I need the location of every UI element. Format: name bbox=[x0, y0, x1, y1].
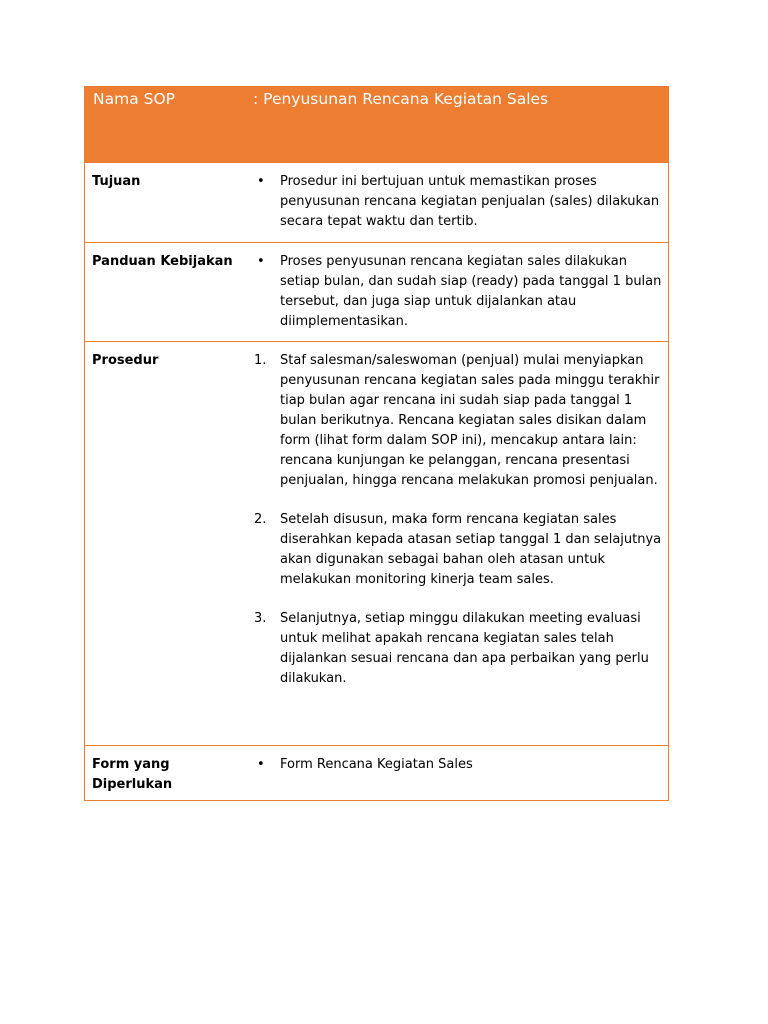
step-text: Setelah disusun, maka form rencana kegiatan sales diserahkan kepada atasan setiap tanggal 1 dan selajutnya akan digunakan sebagai bahan oleh atasan untuk melakukan monitoring kinerja team sales. bbox=[280, 512, 662, 587]
sop-table bbox=[84, 86, 669, 801]
tujuan-row bbox=[85, 162, 668, 242]
tujuan-text: Prosedur ini bertujuan untuk memastikan proses penyusunan rencana kegiatan penjualan (sales) dilakukan secara tepat waktu dan tertib. bbox=[280, 174, 660, 229]
procedure-step bbox=[253, 351, 662, 491]
prosedur-row bbox=[85, 341, 668, 745]
form-text: Form Rencana Kegiatan Sales bbox=[280, 757, 473, 772]
form-content bbox=[251, 746, 668, 800]
form-row bbox=[85, 745, 668, 800]
step-number: 1. bbox=[254, 353, 267, 368]
panduan-content bbox=[251, 243, 668, 341]
bullet-marker: • bbox=[257, 174, 265, 189]
list-item bbox=[253, 172, 662, 232]
prosedur-content bbox=[251, 342, 668, 745]
step-text: Staf salesman/saleswoman (penjual) mulai menyiapkan penyusunan rencana kegiatan sales pada minggu terakhir tiap bulan agar rencana ini sudah siap pada tanggal 1 bulan berikutnya. Rencana kegiatan sales disikan dalam form (lihat form dalam SOP ini), mencakup antara lain: rencana kunjungan ke pelanggan, rencana presentasi penjualan, hingga rencana melakukan promosi penjualan. bbox=[280, 353, 660, 488]
panduan-row bbox=[85, 242, 668, 341]
procedure-step bbox=[253, 510, 662, 590]
procedure-step bbox=[253, 609, 662, 689]
list-item bbox=[253, 755, 662, 775]
step-number: 2. bbox=[254, 512, 267, 527]
tujuan-content bbox=[251, 163, 668, 242]
bullet-marker: • bbox=[257, 254, 265, 269]
list-item bbox=[253, 252, 662, 332]
sop-name-label: Nama SOP bbox=[93, 90, 176, 108]
step-number: 3. bbox=[254, 611, 267, 626]
sop-header-row bbox=[85, 87, 668, 162]
sop-name-value: : Penyusunan Rencana Kegiatan Sales bbox=[253, 90, 549, 108]
prosedur-label: Prosedur bbox=[92, 353, 159, 368]
panduan-text: Proses penyusunan rencana kegiatan sales dilakukan setiap bulan, dan sudah siap (ready) pada tanggal 1 bulan tersebut, dan juga siap untuk dijalankan atau diimplementasikan. bbox=[280, 254, 662, 329]
panduan-label: Panduan Kebijakan bbox=[92, 254, 233, 269]
form-label: Form yang Diperlukan bbox=[92, 757, 173, 792]
tujuan-label: Tujuan bbox=[92, 174, 141, 189]
step-text: Selanjutnya, setiap minggu dilakukan meeting evaluasi untuk melihat apakah rencana kegiatan sales telah dijalankan sesuai rencana dan apa perbaikan yang perlu dilakukan. bbox=[280, 611, 649, 686]
bullet-marker: • bbox=[257, 757, 265, 772]
